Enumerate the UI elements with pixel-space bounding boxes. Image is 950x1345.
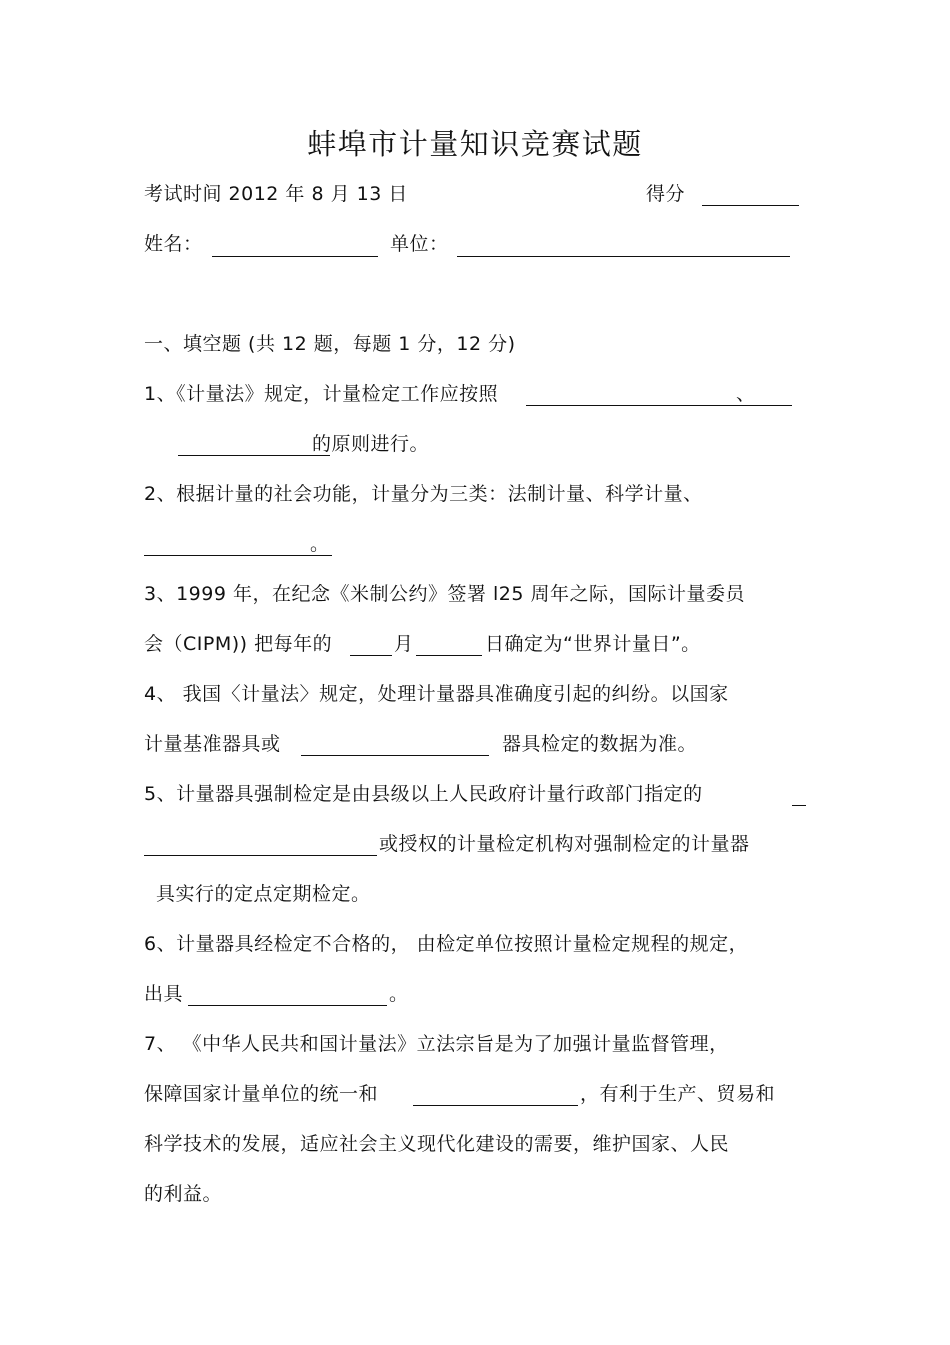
q1-blank-2[interactable] — [178, 455, 330, 456]
q1-tail: 的原则进行。 — [312, 433, 430, 455]
q7-line4: 的利益。 — [144, 1183, 223, 1205]
section-heading: 一、填空题 (共 12 题，每题 1 分，12 分) — [144, 333, 516, 355]
q7-blank[interactable] — [413, 1105, 578, 1106]
name-label: 姓名： — [144, 233, 203, 255]
q4-blank[interactable] — [301, 755, 489, 756]
q6-tail: 。 — [389, 983, 409, 1005]
unit-blank[interactable] — [457, 256, 790, 257]
name-blank[interactable] — [212, 256, 378, 257]
q7-line2: 保障国家计量单位的统一和 — [144, 1083, 379, 1105]
q6-line2: 出具 — [144, 983, 184, 1005]
q6-blank[interactable] — [188, 1005, 387, 1006]
q7-text: 7、 《中华人民共和国计量法》立法宗旨是为了加强计量监督管理， — [144, 1033, 729, 1055]
q5-tail: 具实行的定点定期检定。 — [156, 883, 371, 905]
q2-blank[interactable] — [144, 555, 332, 556]
q1-separator: 、 — [736, 383, 756, 405]
q3-day-blank[interactable] — [416, 655, 482, 656]
score-blank[interactable] — [702, 205, 799, 206]
q1-text: 1、《计量法》规定，计量检定工作应按照 — [144, 383, 499, 405]
q3-month-label: 月 — [394, 633, 414, 655]
q4-tail: 器具检定的数据为准。 — [502, 733, 698, 755]
page-title: 蚌埠市计量知识竞赛试题 — [307, 127, 643, 161]
q3-text: 3、1999 年，在纪念《米制公约》签署 l25 周年之际，国际计量委员 — [144, 583, 746, 605]
q7-line2-tail: ，有利于生产、贸易和 — [580, 1083, 776, 1105]
q4-text: 4、 我国〈计量法〉规定，处理计量器具准确度引起的纠纷。以国家 — [144, 683, 729, 705]
q2-tail: 。 — [310, 533, 330, 555]
q6-text: 6、计量器具经检定不合格的， 由检定单位按照计量检定规程的规定， — [144, 933, 749, 955]
q3-month-blank[interactable] — [350, 655, 392, 656]
unit-label: 单位： — [390, 233, 449, 255]
q3-tail: 日确定为“世界计量日”。 — [485, 633, 701, 655]
q3-line2: 会（CIPM)) 把每年的 — [144, 633, 333, 655]
score-label: 得分 — [646, 183, 686, 205]
exam-time: 考试时间 2012 年 8 月 13 日 — [144, 183, 408, 205]
q5-text: 5、计量器具强制检定是由县级以上人民政府计量行政部门指定的 — [144, 783, 703, 805]
q5-blank-start[interactable] — [792, 805, 806, 806]
q5-blank[interactable] — [144, 855, 377, 856]
q4-line2: 计量基准器具或 — [144, 733, 281, 755]
q5-line2: 或授权的计量检定机构对强制检定的计量器 — [379, 833, 750, 855]
q2-text: 2、根据计量的社会功能，计量分为三类：法制计量、科学计量、 — [144, 483, 703, 505]
q7-line3: 科学技术的发展，适应社会主义现代化建设的需要，维护国家、人民 — [144, 1133, 730, 1155]
